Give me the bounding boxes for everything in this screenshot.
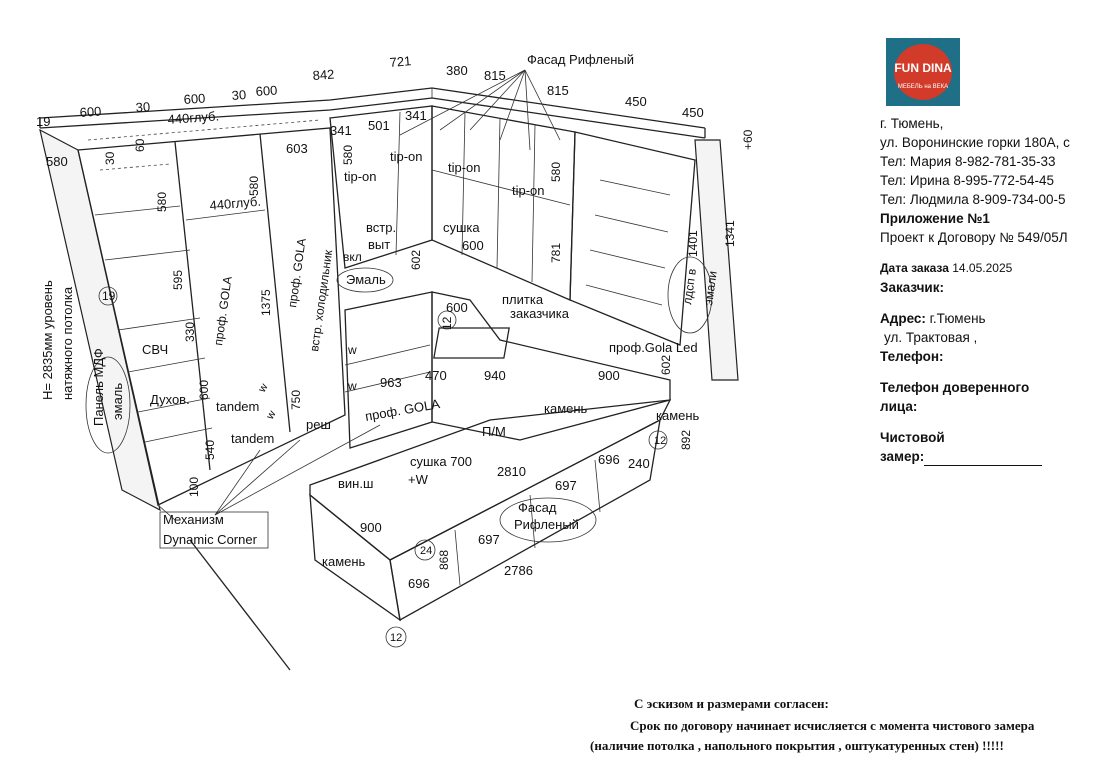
- sketch-label: tip-on: [448, 160, 481, 175]
- sketch-label: 1401: [686, 230, 700, 257]
- sketch-label: Dynamic Corner: [163, 532, 257, 547]
- term-line: Срок по договору начинает исчисляется с момента чистового замера: [630, 718, 1035, 733]
- sketch-label: 963: [380, 375, 402, 390]
- sketch-label: выт: [368, 237, 391, 252]
- sketch-label: Фасад Рифленый: [527, 52, 634, 67]
- address-city: г.Тюмень: [925, 311, 986, 326]
- sketch-label: 595: [171, 269, 185, 290]
- sketch-label: лдсп в: [680, 267, 700, 306]
- sketch-label: 940: [484, 368, 506, 383]
- sketch-label: проф. GOLA: [363, 396, 441, 424]
- final-measure-row: [880, 447, 1116, 466]
- order-info-panel: [880, 38, 1116, 466]
- conditions-line: (наличие потолка , напольного покрытия , оштукатуренных стен) !!!!!: [590, 738, 1004, 753]
- order-date-label: Дата заказа: [880, 261, 949, 275]
- sketch-label: +W: [408, 472, 428, 487]
- trusted-phone-label-1: Телефон доверенного: [880, 380, 1030, 395]
- sketch-label: сушка 700: [410, 454, 472, 469]
- sketch-label: вин.ш: [338, 476, 374, 491]
- sketch-label: 815: [547, 83, 569, 98]
- sketch-label: 450: [625, 94, 647, 109]
- sketch-label: 341: [330, 123, 352, 138]
- sketch-label: 100: [187, 476, 201, 497]
- sketch-label: камень: [656, 408, 700, 423]
- sketch-label: 892: [679, 429, 693, 450]
- sketch-label: плитка: [502, 292, 544, 307]
- sketch-label: 12: [440, 316, 454, 330]
- trusted-phone-label-2: лица:: [880, 399, 918, 414]
- sketch-label: +60: [741, 129, 755, 150]
- sketch-label: 697: [478, 532, 500, 547]
- sketch-label: 900: [598, 368, 620, 383]
- company-logo: [886, 38, 960, 106]
- contact-city: г. Тюмень,: [880, 116, 944, 131]
- sketch-label: 19: [36, 114, 51, 129]
- sketch-label: натяжного потолка: [60, 286, 75, 400]
- address-street: ул. Трактовая ,: [884, 330, 978, 345]
- sketch-label: tip-on: [512, 183, 545, 198]
- sketch-label: заказчика: [510, 306, 570, 321]
- order-date-value: 14.05.2025: [952, 261, 1013, 275]
- sketch-label: w: [256, 381, 271, 395]
- sketch-label: 868: [437, 549, 451, 570]
- sketch-label: 600: [446, 300, 468, 315]
- sketch-label: 12: [654, 435, 667, 447]
- order-date-row: [880, 259, 1116, 278]
- logo-badge: [894, 44, 952, 100]
- left-wall: [40, 130, 160, 510]
- sketch-label: 602: [659, 354, 673, 375]
- sketch-label: 30: [135, 99, 151, 115]
- sketch-label: 24: [420, 545, 433, 557]
- sketch-label: 580: [247, 175, 261, 196]
- sketch-label: 815: [484, 68, 506, 83]
- sketch-label: эмали: [701, 270, 720, 307]
- sketch-label: проф. GOLA: [211, 275, 235, 347]
- sketch-label: 2810: [497, 464, 526, 479]
- sketch-label: 600: [197, 379, 211, 400]
- sketch-label: tandem: [216, 399, 260, 414]
- address-row: [880, 309, 1116, 328]
- sketch-label: 19: [102, 289, 116, 303]
- sketch-label: проф.Gola Led: [609, 340, 698, 355]
- sketch-label: вкл: [343, 250, 362, 264]
- sketch-label: Эмаль: [346, 272, 386, 287]
- sketch-label: проф. GOLA: [285, 237, 309, 309]
- sketch-label: tip-on: [390, 149, 423, 164]
- signature-line: [924, 451, 1042, 466]
- sketch-label: Духов.: [150, 392, 190, 407]
- sketch-label: 600: [79, 103, 102, 120]
- sketch-label: 580: [46, 154, 68, 169]
- sketch-label: 30: [231, 87, 247, 103]
- sketch-label: СВЧ: [142, 342, 169, 357]
- sketch-label: tandem: [231, 431, 275, 446]
- logo-tagline: МЕБЕЛЬ на ВЕКА: [897, 84, 949, 90]
- sketch-label: 600: [183, 90, 206, 107]
- final-measure-label-1: Чистовой: [880, 430, 945, 445]
- sketch-label: 341: [405, 108, 427, 123]
- contact-phone-2: Тел: Ирина 8-995-772-54-45: [880, 173, 1054, 188]
- base-cabinets: [345, 292, 670, 448]
- sketch-label: w: [348, 343, 357, 357]
- sketch-label: 842: [312, 66, 335, 83]
- sketch-label: 781: [549, 242, 563, 263]
- sketch-label: встр. холодильник: [307, 249, 336, 353]
- sketch-label: 470: [425, 368, 447, 383]
- sketch-label: 600: [462, 238, 484, 253]
- final-measure-label-2: замер:: [880, 449, 925, 464]
- sketch-label: 1341: [723, 220, 737, 247]
- sketch-label: Механизм: [163, 512, 224, 527]
- sketch-label: 440глуб.: [208, 193, 262, 213]
- sketch-label: 600: [255, 82, 278, 99]
- sketch-label: 696: [598, 452, 620, 467]
- sketch-label: 580: [549, 161, 563, 182]
- right-wall: [695, 140, 738, 380]
- sketch-label: 721: [388, 53, 412, 70]
- address-label: Адрес:: [880, 311, 926, 326]
- contact-phone-1: Тел: Мария 8-982-781-35-33: [880, 154, 1056, 169]
- sketch-label: камень: [322, 554, 366, 569]
- sketch-label: 540: [203, 439, 217, 460]
- sketch-label: Фасад: [518, 500, 557, 515]
- sketch-label: Панель МДФ: [91, 348, 106, 426]
- sketch-label: 60: [133, 138, 147, 152]
- contact-street: ул. Воронинские горки 180А, с: [880, 135, 1070, 150]
- sketch-label: 501: [368, 118, 390, 133]
- sketch-label: 603: [286, 141, 308, 156]
- project-title: Проект к Договору № 549/05Л: [880, 230, 1068, 245]
- sketch-label: 30: [103, 151, 117, 165]
- sketch-label: 440глуб.: [167, 108, 220, 127]
- sketch-label: 450: [682, 105, 704, 120]
- phone-label: Телефон:: [880, 349, 944, 364]
- dimension-labels: [36, 52, 755, 644]
- sketch-label: w: [348, 379, 357, 393]
- sketch-label: 602: [409, 249, 423, 270]
- sketch-label: 750: [289, 389, 303, 410]
- agreement-footer: [590, 696, 1110, 754]
- sketch-label: эмаль: [110, 382, 125, 420]
- sketch-label: 1375: [259, 289, 273, 316]
- sketch-label: 380: [446, 63, 468, 78]
- logo-brand: FUN DINA: [894, 61, 952, 75]
- sketch-label: 580: [155, 191, 169, 212]
- sketch-label: реш: [306, 417, 331, 432]
- sketch-label: 697: [555, 478, 577, 493]
- sketch-label: 2786: [504, 563, 533, 578]
- customer-label: Заказчик:: [880, 280, 944, 295]
- sketch-label: сушка: [443, 220, 480, 235]
- sketch-label: 330: [183, 321, 197, 342]
- sketch-label: П/М: [482, 424, 506, 439]
- sketch-label: 12: [390, 632, 403, 644]
- sketch-label: 240: [628, 456, 650, 471]
- sketch-label: Рифленый: [514, 517, 579, 532]
- sketch-label: встр.: [366, 220, 397, 235]
- sketch-label: 580: [341, 144, 355, 165]
- sketch-label: w: [264, 408, 279, 422]
- sketch-label: камень: [544, 401, 588, 416]
- sketch-label: tip-on: [344, 169, 377, 184]
- contact-phone-3: Тел: Людмила 8-909-734-00-5: [880, 192, 1066, 207]
- agree-line: С эскизом и размерами согласен:: [634, 696, 829, 711]
- sketch-label: 900: [360, 520, 382, 535]
- sketch-label: H= 2835мм уровень: [40, 280, 55, 400]
- sketch-label: 696: [408, 576, 430, 591]
- appendix-title: Приложение №1: [880, 211, 990, 226]
